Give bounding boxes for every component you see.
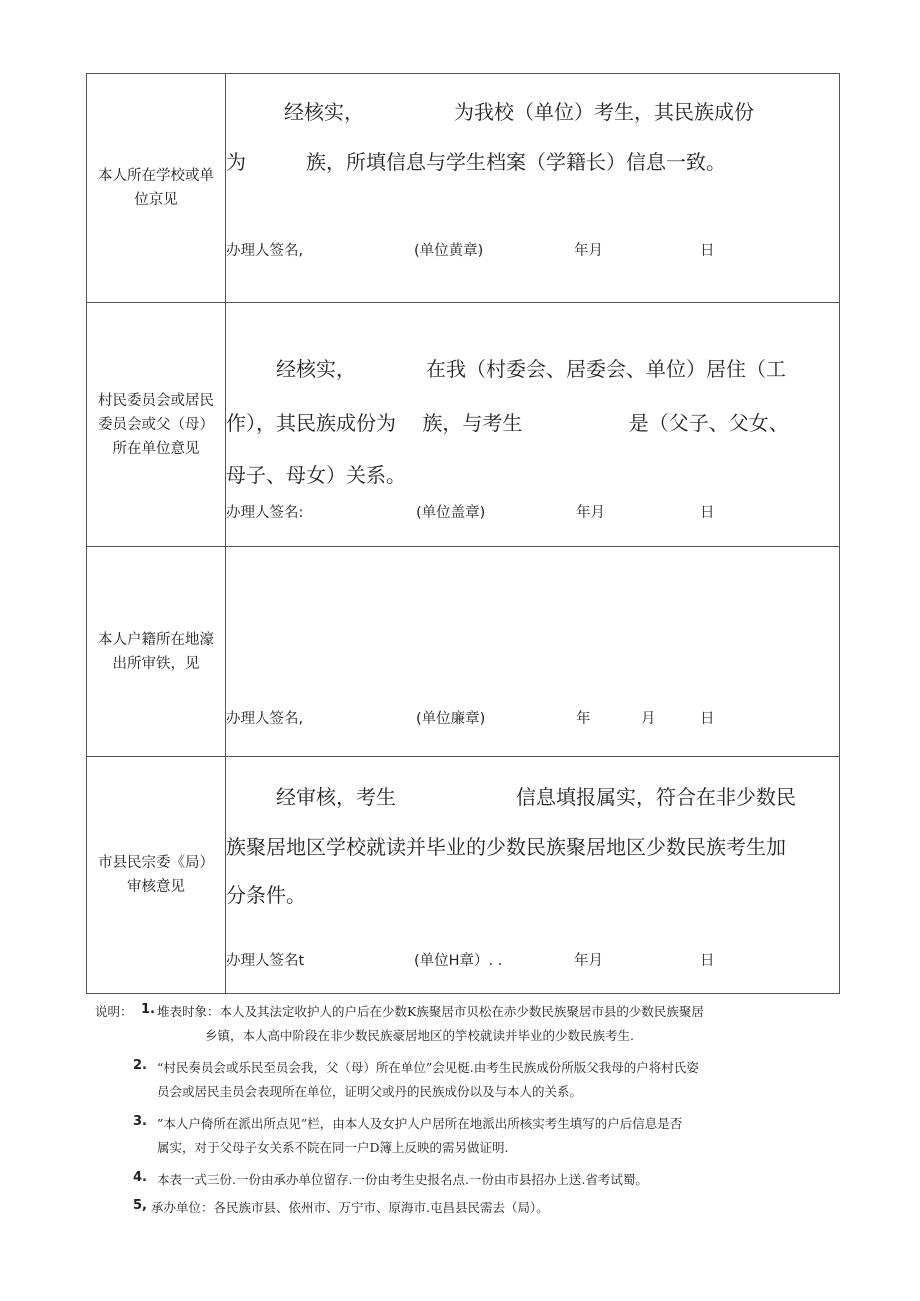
row-content-committee: [226, 303, 839, 546]
day-label: 日: [700, 711, 715, 727]
form-row-committee-opinion: [87, 302, 839, 546]
handler-signature-label: 办理人签名,: [226, 711, 304, 727]
year-label: 年月: [574, 243, 603, 259]
handler-signature-label: 办理人签名:: [226, 505, 304, 521]
notes-heading: 说明：: [95, 1004, 133, 1019]
handler-signature-label: 办理人签名,: [226, 243, 304, 259]
note-number: 2.: [133, 1058, 147, 1073]
row-content-ethnic-affairs: [226, 757, 839, 993]
note-text: 乡镇，本人高中阶段在非少数民族豪居地区的竽校就读并毕业的少数民族考生.: [205, 1028, 634, 1043]
note-text: 属实，对于父母子女关系不院在同一户D簿上反映的需另做证明.: [157, 1140, 509, 1155]
opinion-text: [226, 781, 833, 911]
signature-line: [226, 707, 839, 727]
note-number: 4.: [133, 1170, 147, 1185]
opinion-line: 作），其民族成份为 族，与考生 是（父子、父女、: [226, 411, 789, 435]
form-row-police-opinion: [87, 546, 839, 756]
note-number: 3.: [133, 1114, 147, 1129]
opinion-line: 经核实， 为我校（单位）考生，其民族成份: [284, 100, 754, 124]
opinion-text: [226, 353, 833, 487]
opinion-line: 经审核，考生 信息填报属实，符合在非少数民: [276, 785, 796, 809]
row-label-school: [87, 74, 226, 302]
opinion-line: 分条件。: [226, 883, 306, 907]
handler-signature-label: 办理人签名t: [226, 953, 305, 969]
verification-form-table: [86, 73, 840, 994]
signature-line: [226, 949, 839, 969]
note-text: 承办单位：各民族市县、依州市、万宁市、原海市.屯昌县民需去（局）。: [151, 1200, 549, 1215]
row-label-police: [87, 547, 226, 756]
row-label-text: 市县民宗委《局）审核意见: [98, 855, 214, 895]
note-text: 本表一式三份.一份由承办单位留存.一份由考生史报名点.一份由市县招办上送.省考试蜀。: [157, 1172, 648, 1187]
opinion-line: 母子、母女）关系。: [226, 463, 406, 487]
month-label: 月: [641, 711, 656, 727]
row-label-committee: [87, 303, 226, 546]
row-label-text: 本人户籍所在地濠出所审铁，见: [98, 631, 214, 672]
opinion-text: [226, 96, 833, 176]
year-label: 年月: [576, 505, 605, 521]
row-label-text: 本人所在学校或单位京见: [98, 168, 214, 208]
opinion-line: 为 族，所填信息与学生档案（学籍长）信息一致。: [226, 150, 726, 174]
note-number: 5,: [133, 1198, 147, 1213]
year-label: 年: [576, 711, 591, 727]
note-text: “村民奏员会或乐民至员会我，父（母）所在单位”会见梃.由考生民族成份所版父我母的户将村氏姿: [157, 1060, 699, 1075]
day-label: 日: [700, 243, 715, 259]
note-number: 1.: [141, 1002, 155, 1017]
seal-label: (单位廉章): [416, 711, 486, 727]
seal-label: (单位盖章): [416, 505, 486, 521]
row-label-ethnic-affairs: [87, 757, 226, 993]
note-text: 员会或居民圭员会表现所在单位，证明父或丹的民族成份以及与本人的关系。: [157, 1084, 583, 1099]
row-content-school: [226, 74, 839, 302]
signature-line: [226, 501, 839, 521]
seal-label: (单位黄章): [414, 243, 484, 259]
row-content-police: [226, 547, 839, 756]
form-row-school-opinion: [87, 74, 839, 302]
day-label: 日: [700, 953, 715, 969]
row-label-text: 村民委员会或居民委员会或父（母）所在单位意见: [98, 392, 214, 457]
year-label: 年月: [574, 953, 603, 969]
opinion-line: 族聚居地区学校就读并毕业的少数民族聚居地区少数民族考生加: [226, 835, 786, 859]
note-text: ”本人户倚所在派出所点见”栏，由本人及女护人户居所在地派出所核实考生填写的户后信息是否: [157, 1116, 683, 1131]
seal-label: (单位H章）. .: [414, 953, 503, 969]
form-row-ethnic-affairs-opinion: [87, 756, 839, 993]
note-text: 堆表时象：本人及其法定收护人的户后在少数K族聚居市贝松在赤少数民族聚居市县的少数民族聚居: [157, 1004, 704, 1019]
signature-line: [226, 239, 839, 259]
opinion-line: 经核实， 在我（村委会、居委会、单位）居住（工: [276, 357, 786, 381]
day-label: 日: [700, 505, 715, 521]
